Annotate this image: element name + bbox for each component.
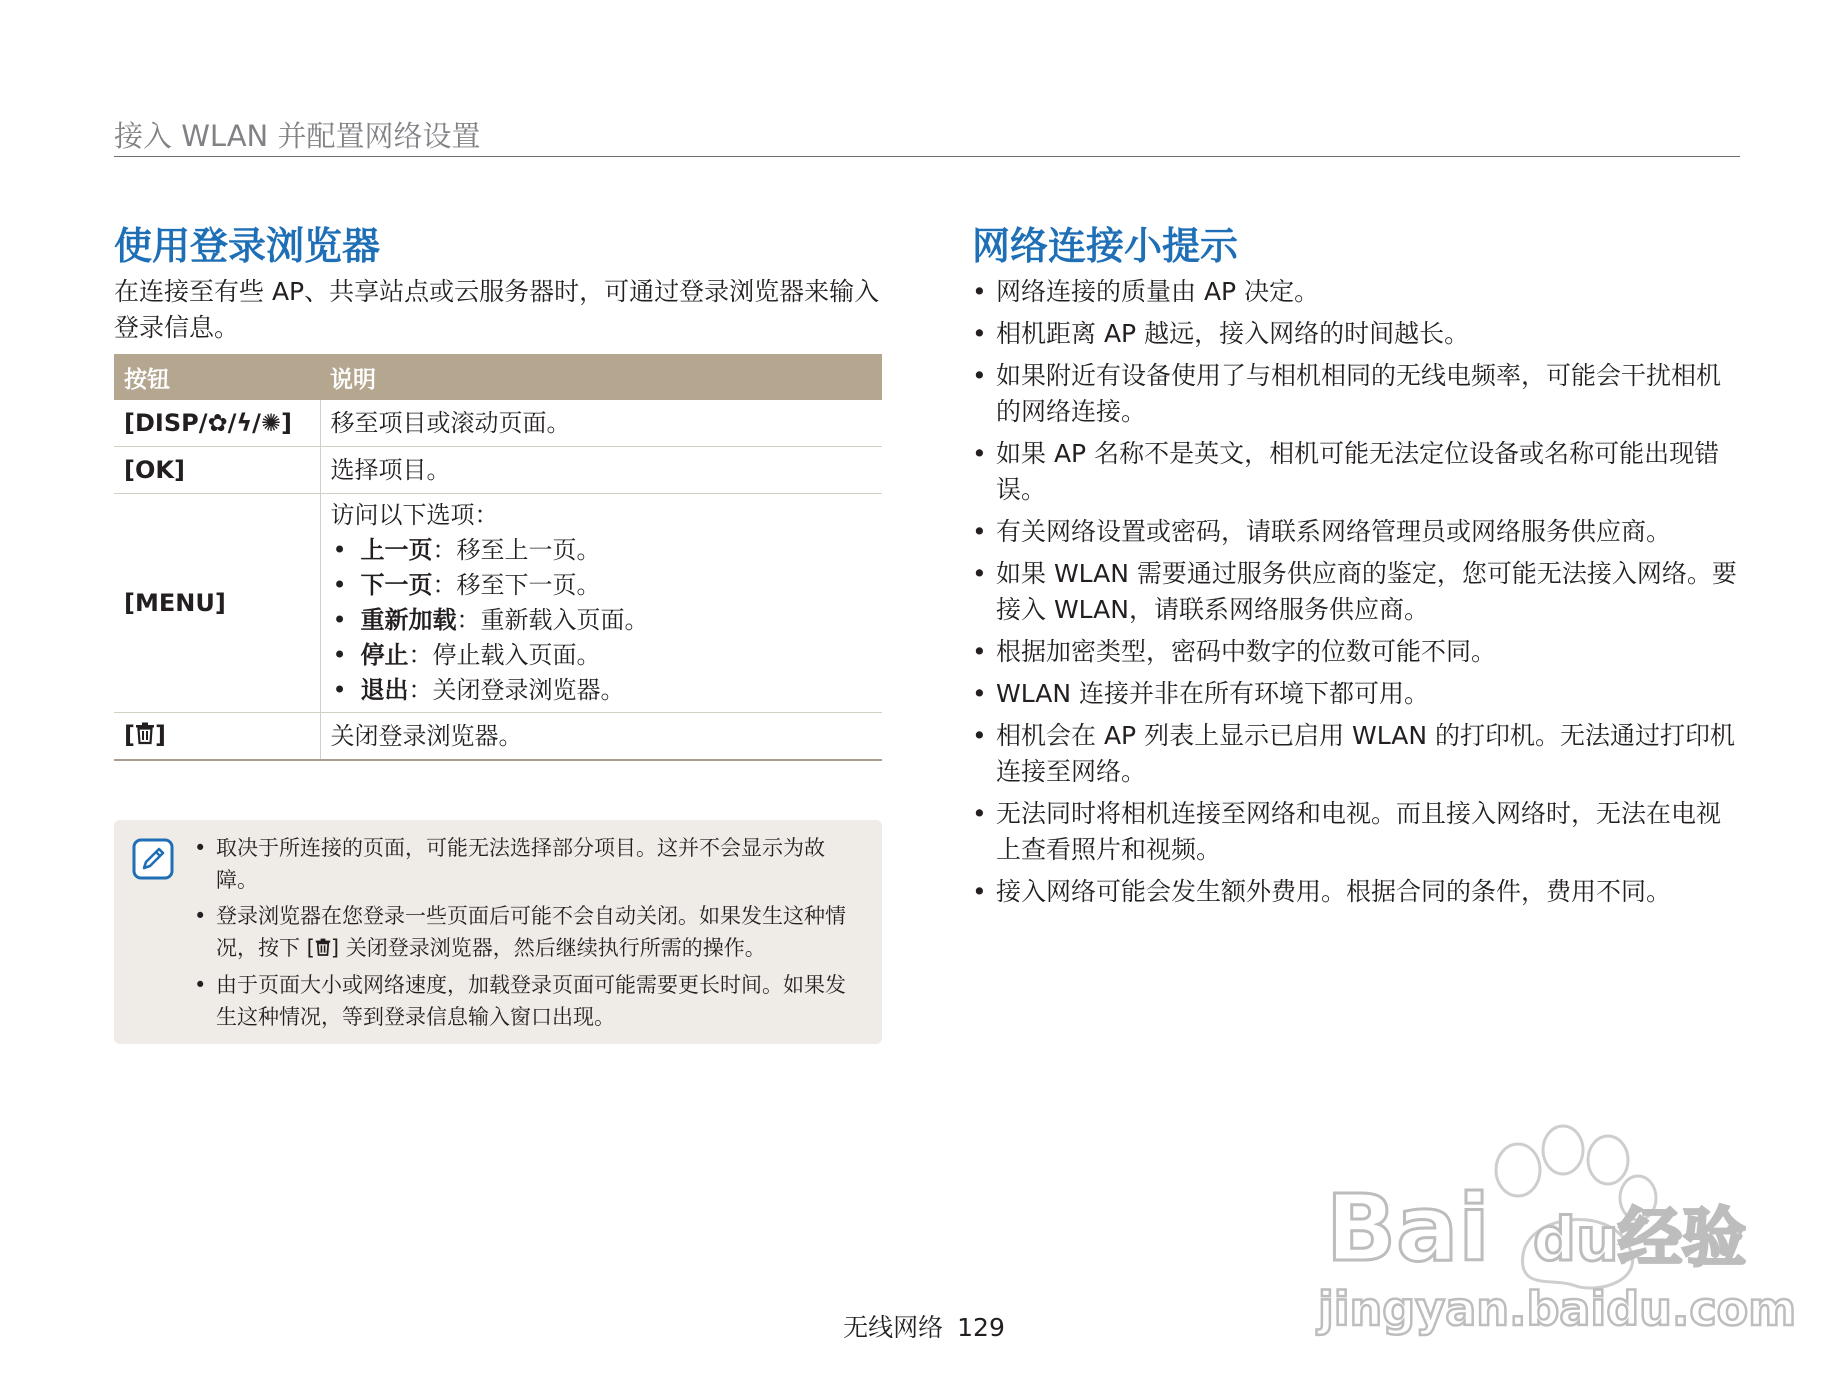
note-item: • 登录浏览器在您登录一些页面后可能不会自动关闭。如果发生这种情况，按下 [ ] 关闭登录浏览器，然后继续执行所需的操作。 — [194, 900, 862, 965]
list-item: • 如果附近有设备使用了与相机相同的无线电频率，可能会干扰相机的网络连接。 — [972, 358, 1742, 430]
header-title: 接入 WLAN 并配置网络设置 — [114, 119, 481, 153]
list-item: • 下一页：移至下一页。 — [332, 571, 601, 599]
button-table — [114, 354, 882, 761]
option-term: 上一页 — [360, 536, 433, 564]
list-item: • WLAN 连接并非在所有环境下都可用。 — [972, 676, 1742, 712]
button-description: 选择项目。 — [320, 447, 882, 494]
table-row — [114, 447, 882, 494]
section-title-network-tips: 网络连接小提示 — [972, 224, 1239, 268]
svg-text:Bai: Bai — [1326, 1175, 1490, 1282]
menu-options-intro: 访问以下选项： — [330, 501, 499, 529]
option-text: ：重新载入页面。 — [456, 606, 649, 634]
option-term: 重新加载 — [360, 606, 457, 634]
list-item: • 相机距离 AP 越远，接入网络的时间越长。 — [972, 316, 1742, 352]
table-row — [114, 713, 882, 761]
svg-text:jingyan.baidu.com: jingyan.baidu.com — [1318, 1282, 1797, 1336]
section-title-login-browser: 使用登录浏览器 — [114, 224, 381, 268]
table-row — [114, 400, 882, 447]
list-item: • 如果 WLAN 需要通过服务供应商的鉴定，您可能无法接入网络。要接入 WLAN，请联系网络服务供应商。 — [972, 556, 1742, 628]
option-text: ：移至上一页。 — [432, 536, 601, 564]
option-text: ：停止载入页面。 — [408, 641, 601, 669]
table-row — [114, 494, 882, 713]
list-item: • 网络连接的质量由 AP 决定。 — [972, 274, 1742, 310]
svg-text:du: du — [1533, 1205, 1619, 1275]
option-text: ：关闭登录浏览器。 — [408, 676, 625, 704]
column-header-description: 说明 — [320, 354, 882, 400]
intro-text: 在连接至有些 AP、共享站点或云服务器时，可通过登录浏览器来输入登录信息。 — [114, 277, 880, 342]
page-number: 129 — [957, 1313, 1005, 1342]
note-item: • 取决于所连接的页面，可能无法选择部分项目。这并不会显示为故障。 — [194, 832, 862, 896]
list-item: • 接入网络可能会发生额外费用。根据合同的条件，费用不同。 — [972, 874, 1742, 910]
button-key: [OK] — [114, 447, 320, 494]
list-item: • 根据加密类型，密码中数字的位数可能不同。 — [972, 634, 1742, 670]
footer-section: 无线网络 — [843, 1313, 944, 1342]
list-item: • 有关网络设置或密码，请联系网络管理员或网络服务供应商。 — [972, 514, 1742, 550]
note-item: • 由于页面大小或网络速度，加载登录页面可能需要更长时间。如果发生这种情况，等到登录信息输入窗口出现。 — [194, 969, 862, 1033]
note-pencil-icon — [132, 838, 174, 884]
column-header-button: 按钮 — [114, 354, 320, 400]
button-key: [MENU] — [114, 494, 320, 713]
button-key-delete: [ ] — [114, 713, 320, 761]
button-description: 关闭登录浏览器。 — [320, 713, 882, 761]
list-item: • 重新加载：重新载入页面。 — [332, 606, 649, 634]
page-header — [114, 118, 1740, 157]
option-term: 停止 — [360, 641, 409, 669]
note-box — [114, 820, 882, 1044]
list-item: • 退出：关闭登录浏览器。 — [332, 676, 625, 704]
list-item: • 相机会在 AP 列表上显示已启用 WLAN 的打印机。无法通过打印机连接至网络。 — [972, 718, 1742, 790]
trash-icon — [135, 719, 155, 754]
svg-text:经验: 经验 — [1618, 1202, 1746, 1276]
button-description: 移至项目或滚动页面。 — [320, 400, 882, 447]
option-term: 退出 — [360, 676, 409, 704]
table-header-row — [114, 354, 882, 400]
note-list — [194, 832, 862, 1037]
menu-options-list — [331, 533, 873, 708]
list-item: • 如果 AP 名称不是英文，相机可能无法定位设备或名称可能出现错误。 — [972, 436, 1742, 508]
button-description-menu — [320, 494, 882, 713]
trash-icon — [315, 933, 331, 965]
option-text: ：移至下一页。 — [432, 571, 601, 599]
tips-list — [972, 274, 1742, 916]
option-term: 下一页 — [360, 571, 433, 599]
list-item: • 停止：停止载入页面。 — [332, 641, 601, 669]
list-item: • 上一页：移至上一页。 — [332, 536, 601, 564]
baidu-watermark-logo — [1318, 1120, 1797, 1340]
button-key: [DISP/✿/ϟ/✺] — [114, 400, 320, 447]
list-item: • 无法同时将相机连接至网络和电视。而且接入网络时，无法在电视上查看照片和视频。 — [972, 796, 1742, 868]
